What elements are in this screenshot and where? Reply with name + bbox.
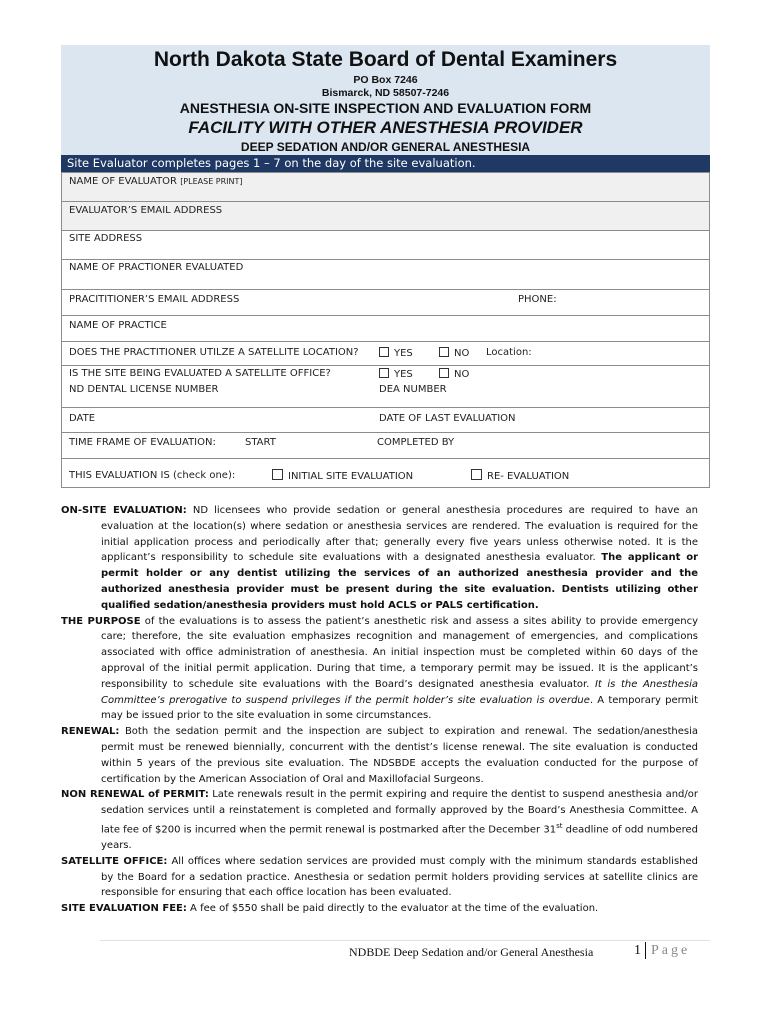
location-label: Location: [486, 347, 532, 358]
board-title: North Dakota State Board of Dental Examiners [153, 48, 618, 71]
initial-evaluation-option[interactable]: INITIAL SITE EVALUATION [272, 469, 413, 482]
form-title: ANESTHESIA ON-SITE INSPECTION AND EVALUATION FORM [179, 100, 592, 116]
satellite-yes-option[interactable]: YES [379, 347, 413, 359]
license-row[interactable] [62, 382, 709, 408]
site-address-row[interactable] [62, 231, 709, 260]
satellite-no-option[interactable]: NO [439, 347, 469, 359]
form-header [61, 45, 710, 155]
checkbox-icon[interactable] [379, 347, 389, 357]
checkbox-icon[interactable] [272, 469, 283, 480]
practice-name-row[interactable] [62, 316, 709, 342]
office-no-option[interactable]: NO [439, 368, 469, 380]
practitioner-name-row[interactable] [62, 260, 709, 290]
purpose-paragraph: THE PURPOSE of the evaluations is to assess the patient’s anesthetic risk and assess a sites ability to provide emergency care; therefore, the site evaluation emphasizes recognition and management of emergencies, and complications associated with office administration of anesthesia. An initial inspection must be completed within 60 days of the approval of the initial permit application. During that time, a temporary permit may be issued. It is the applicant’s responsibility to schedule site evaluations with the Board’s designated anesthesia evaluator. It is the Anesthesia Committee’s prerogative to suspend privileges if the permit holder’s site evaluation is overdue. A temporary permit may be issued prior to the site evaluation in some circumstances. [61, 615, 699, 722]
checkbox-icon[interactable] [379, 368, 389, 378]
evaluator-name-label: NAME OF EVALUATOR [PLEASE PRINT] [69, 176, 243, 187]
practitioner-name-label: NAME OF PRACTIONER EVALUATED [69, 262, 244, 273]
non-renewal-paragraph: NON RENEWAL of PERMIT: Late renewals result in the permit expiring and require the dentist to suspend anesthesia and/or sedation services until a reinstatement is completed and formally approved by the Board’s Anesthesia Committee. A late fee of $200 is incurred when the permit renewal is postmarked after the December 31st deadline of odd numbered years. [61, 789, 699, 852]
page-number: 1 [634, 943, 641, 958]
evaluator-name-row[interactable] [62, 173, 709, 202]
satellite-location-row [62, 342, 709, 366]
evaluation-type-label: THIS EVALUATION IS (check one): [69, 470, 236, 481]
policy-text [61, 503, 698, 917]
evaluation-type-row [62, 459, 709, 487]
time-frame-row[interactable] [62, 433, 709, 459]
evaluator-email-row[interactable] [62, 202, 709, 231]
onsite-evaluation-paragraph: ON-SITE EVALUATION: ND licensees who provide sedation or general anesthesia procedures are required to have an evaluation at the location(s) where sedation or anesthesia services are rendered. The evaluation is required for the initial application process and periodically after that; generally every five years unless otherwise noted. It is the applicant’s responsibility to schedule site evaluations with a designated anesthesia evaluator. The applicant or permit holder or any dentist utilizing the services of an authorized anesthesia provider and the authorized anesthesia provider must be present during the site evaluation. Dentists utilizing other qualified sedation/anesthesia providers must hold ACLS or PALS certification. [61, 505, 699, 611]
satellite-office-question: IS THE SITE BEING EVALUATED A SATELLITE OFFICE? [69, 368, 331, 379]
practice-name-label: NAME OF PRACTICE [69, 320, 167, 331]
practitioner-email-label: PRACITITIONER’S EMAIL ADDRESS [69, 294, 240, 305]
checkbox-icon[interactable] [439, 347, 449, 357]
city-address: Bismarck, ND 58507-7246 [321, 87, 450, 99]
re-evaluation-option[interactable]: RE- EVALUATION [471, 469, 569, 482]
time-frame-label: TIME FRAME OF EVALUATION: [69, 437, 216, 448]
satellite-office-row [62, 366, 709, 382]
site-address-label: SITE ADDRESS [69, 233, 143, 244]
evaluation-form [61, 172, 710, 488]
practitioner-email-row[interactable] [62, 290, 709, 316]
form-subtitle: DEEP SEDATION AND/OR GENERAL ANESTHESIA [240, 140, 531, 154]
instructions-banner: Site Evaluator completes pages 1 – 7 on the day of the site evaluation. [61, 155, 710, 172]
po-box: PO Box 7246 [353, 74, 418, 86]
footer-title: NDBDE Deep Sedation and/or General Anesthesia [349, 945, 594, 959]
evaluator-email-label: EVALUATOR’S EMAIL ADDRESS [69, 205, 223, 216]
phone-label: PHONE: [518, 294, 557, 305]
last-evaluation-label: DATE OF LAST EVALUATION [379, 413, 516, 424]
date-label: DATE [69, 413, 96, 424]
evaluation-fee-paragraph: SITE EVALUATION FEE: A fee of $550 shall be paid directly to the evaluator at the time of the evaluation. [61, 903, 599, 915]
license-label: ND DENTAL LICENSE NUMBER [69, 384, 219, 395]
checkbox-icon[interactable] [471, 469, 482, 480]
satellite-question: DOES THE PRACTITIONER UTILZE A SATELLITE LOCATION? [69, 347, 359, 358]
date-row[interactable] [62, 408, 709, 433]
office-yes-option[interactable]: YES [379, 368, 413, 380]
footer-divider [100, 940, 710, 941]
dea-label: DEA NUMBER [379, 384, 447, 395]
page-label: Page [651, 943, 691, 958]
renewal-paragraph: RENEWAL: Both the sedation permit and the inspection are subject to expiration and renewal. The sedation/anesthesia permit must be renewed biennially, concurrent with the dentist’s license renewal. The site evaluation is conducted within 5 years of the previous site evaluation. The NDSBDE accepts the evaluation conducted for the purpose of certification by the American Association of Oral and Maxillofacial Surgeons. [61, 726, 698, 785]
start-label: START [245, 437, 276, 448]
footer-separator [645, 942, 646, 959]
facility-title: FACILITY WITH OTHER ANESTHESIA PROVIDER [188, 118, 583, 137]
completed-by-label: COMPLETED BY [377, 437, 455, 448]
checkbox-icon[interactable] [439, 368, 449, 378]
satellite-office-paragraph: SATELLITE OFFICE: All offices where sedation services are provided must comply with the minimum standards established by the Board for a sedation practice. Anesthesia or sedation permit holders providing services at satellite clinics are responsible for ensuring that each office location has been evaluated. [61, 855, 698, 899]
